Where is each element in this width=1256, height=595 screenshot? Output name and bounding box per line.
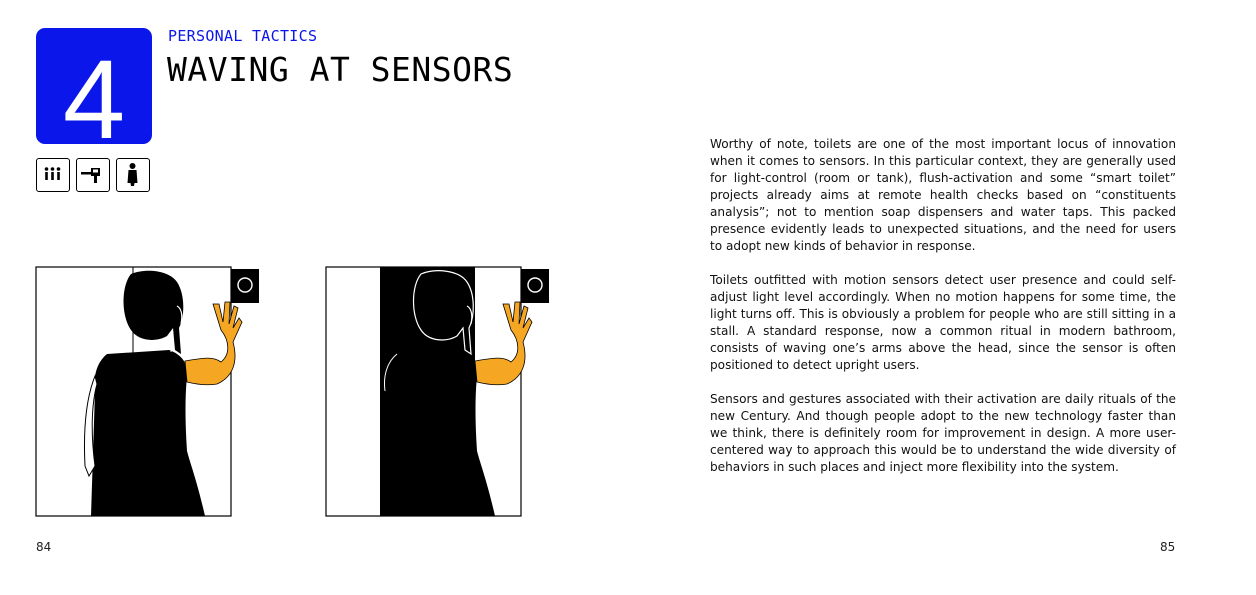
illustration-waving-at-sensor [35,266,261,518]
group-of-people-icon [36,158,70,192]
chapter-kicker: PERSONAL TACTICS [168,27,318,45]
illustration-waving-in-dark [325,266,551,518]
faucet-icon [76,158,110,192]
category-badges [36,158,150,192]
standing-person-icon [116,158,150,192]
chapter-number: 4 [62,37,126,144]
chapter-number-badge [36,28,152,144]
body-text [710,136,1176,493]
page-number-left: 84 [36,540,52,554]
paragraph: Sensors and gestures associated with their activation are daily rituals of the new Century. And though people adopt to the new technology faster than we think, there is definitely room for improvement in design. A more user-centered way to approach this would be to understand the wide diversity of behaviors in such places and inject more flexibility into the system. [710,392,1176,474]
page-number-right: 85 [1160,540,1176,554]
chapter-title: WAVING AT SENSORS [167,50,514,89]
paragraph: Worthy of note, toilets are one of the most important locus of innovation when it comes to sensors. In this particular context, they are generally used for light-control (room or tank), flush-activation and some “smart toilet” projects already aims at remote health checks based on “constituents analysis”; not to mention soap dispensers and water taps. This packed presence evidently leads to unexpected situations, and the need for users to adopt new kinds of behavior in response. [710,137,1176,253]
paragraph: Toilets outfitted with motion sensors detect user presence and could self-adjust light level accordingly. When no motion happens for some time, the light turns off. This is obviously a problem for people who are still sitting in a stall. A standard response, now a common ritual in modern bathroom, consists of waving one’s arms above the head, since the sensor is often positioned to detect upright users. [710,273,1176,372]
